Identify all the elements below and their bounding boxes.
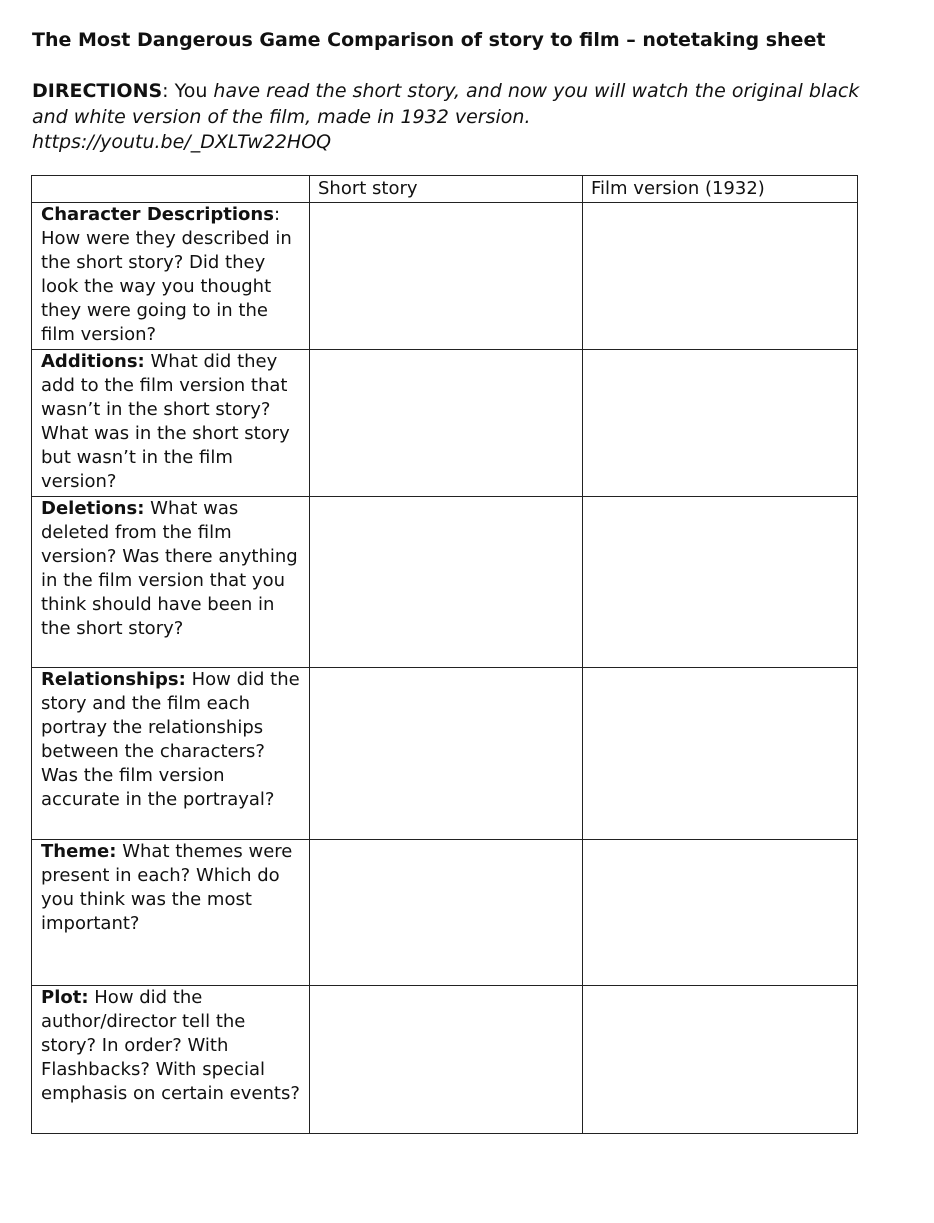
row-title: Character Descriptions xyxy=(41,204,274,225)
category-cell xyxy=(32,350,310,497)
row-prompt: What did they add to the film version that wasn’t in the short story? What was in the short story but wasn’t in the film version? xyxy=(41,351,290,492)
row-title: Theme: xyxy=(41,841,117,862)
film-notes-cell[interactable] xyxy=(583,497,858,668)
row-prompt: What was deleted from the film version? Was there anything in the film version that you think should have been in the short story? xyxy=(41,498,298,639)
row-title: Relationships: xyxy=(41,669,186,690)
table-row-theme xyxy=(32,840,858,986)
category-cell xyxy=(32,668,310,840)
film-url: https://youtu.be/_DXLTw22HOQ xyxy=(32,131,332,153)
sheet-title: The Most Dangerous Game Comparison of story to film – notetaking sheet xyxy=(32,29,826,51)
table-row-plot xyxy=(32,986,858,1134)
table-row-additions xyxy=(32,350,858,497)
category-cell xyxy=(32,203,310,350)
short-story-notes-cell[interactable] xyxy=(310,497,583,668)
header-film-version: Film version (1932) xyxy=(583,176,858,203)
directions-label: DIRECTIONS xyxy=(32,80,163,102)
directions-body: have read the short story, and now you will watch the original black and white version of the film, made in 1932 version. xyxy=(32,80,860,128)
comparison-table xyxy=(31,175,858,1134)
category-cell xyxy=(32,986,310,1134)
short-story-notes-cell[interactable] xyxy=(310,840,583,986)
film-notes-cell[interactable] xyxy=(583,668,858,840)
header-short-story: Short story xyxy=(310,176,583,203)
table-header-row xyxy=(32,176,858,203)
header-category-cell xyxy=(32,176,310,203)
category-cell xyxy=(32,497,310,668)
short-story-notes-cell[interactable] xyxy=(310,203,583,350)
row-prompt: How were they described in the short story? Did they look the way you thought they were going to in the film version? xyxy=(41,228,292,345)
row-prompt: How did the story and the film each portray the relationships between the characters? Was the film version accurate in the portrayal? xyxy=(41,669,300,810)
table-row-character-descriptions xyxy=(32,203,858,350)
directions-lead: You xyxy=(174,80,208,102)
category-cell xyxy=(32,840,310,986)
table-row-deletions xyxy=(32,497,858,668)
film-notes-cell[interactable] xyxy=(583,203,858,350)
film-notes-cell[interactable] xyxy=(583,986,858,1134)
film-notes-cell[interactable] xyxy=(583,350,858,497)
directions-separator: : xyxy=(162,80,169,102)
short-story-notes-cell[interactable] xyxy=(310,350,583,497)
row-title: Additions: xyxy=(41,351,145,372)
film-notes-cell[interactable] xyxy=(583,840,858,986)
row-prompt: What themes were present in each? Which do you think was the most important? xyxy=(41,841,293,934)
short-story-notes-cell[interactable] xyxy=(310,668,583,840)
row-title: Plot: xyxy=(41,987,89,1008)
row-prompt: How did the author/director tell the story? In order? With Flashbacks? With special emphasis on certain events? xyxy=(41,987,300,1104)
directions-paragraph xyxy=(32,79,862,156)
short-story-notes-cell[interactable] xyxy=(310,986,583,1134)
row-title: Deletions: xyxy=(41,498,145,519)
row-title-separator: : xyxy=(273,204,281,225)
table-row-relationships xyxy=(32,668,858,840)
